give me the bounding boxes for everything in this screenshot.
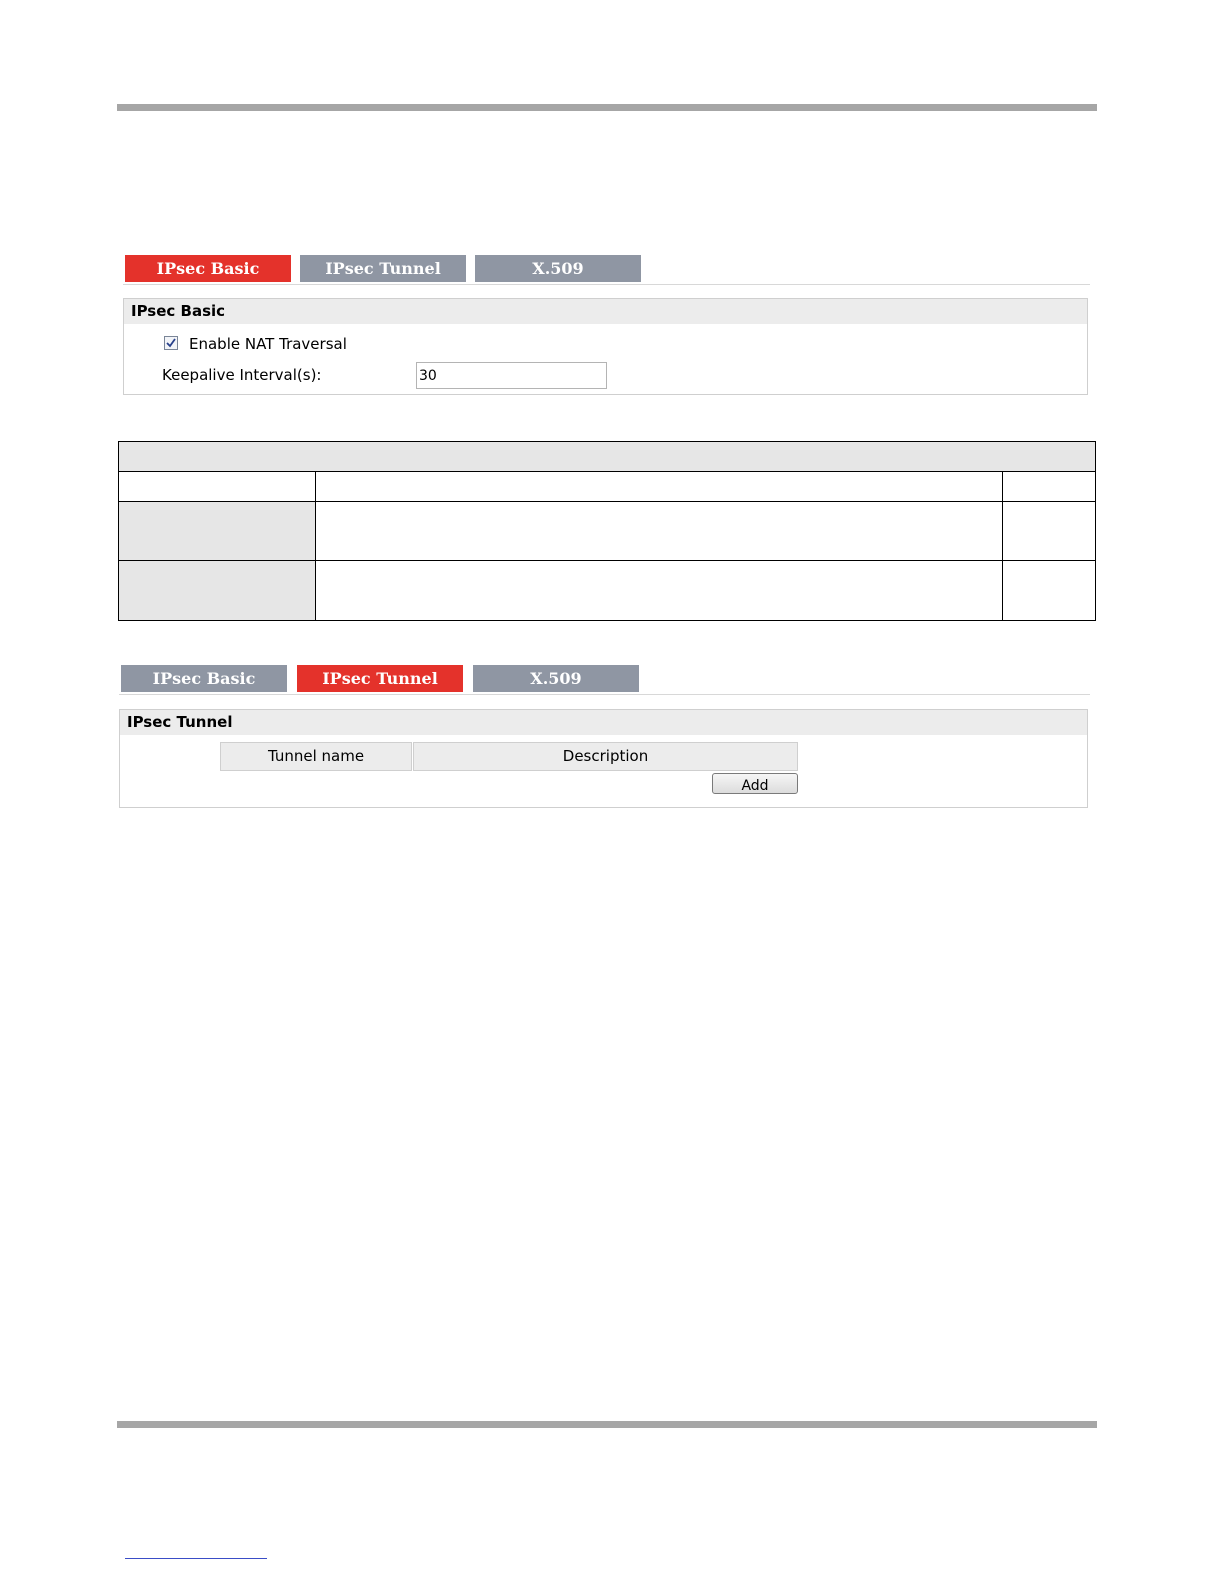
table-header-cell [1003, 472, 1095, 501]
tab-x509[interactable]: X.509 [475, 255, 641, 282]
nat-traversal-checkbox[interactable] [164, 336, 178, 350]
tab-underline [123, 284, 1090, 285]
tab-bar-tunnel [121, 665, 641, 692]
page-footer-rule [117, 1421, 1097, 1428]
description-column-header: Description [413, 742, 798, 771]
table-cell [119, 561, 316, 620]
table-cell [316, 561, 1003, 620]
tab-ipsec-tunnel[interactable]: IPsec Tunnel [297, 665, 463, 692]
table-cell [119, 502, 316, 560]
footer-link-underline[interactable] [125, 1558, 267, 1559]
table-row [119, 502, 1095, 561]
keepalive-input[interactable]: 30 [416, 362, 607, 389]
nat-traversal-label: Enable NAT Traversal [189, 335, 347, 353]
table-cell [1003, 561, 1095, 620]
parameter-table [118, 441, 1096, 621]
table-header-cell [119, 472, 316, 501]
panel-title: IPsec Basic [124, 299, 1087, 324]
table-header-row [119, 472, 1095, 502]
tab-underline [119, 694, 1090, 695]
table-title-row [119, 442, 1095, 472]
tab-bar-basic [125, 255, 645, 282]
keepalive-label: Keepalive Interval(s): [162, 366, 322, 384]
tab-ipsec-tunnel[interactable]: IPsec Tunnel [300, 255, 466, 282]
table-cell [1003, 502, 1095, 560]
tab-ipsec-basic[interactable]: IPsec Basic [125, 255, 291, 282]
panel-title: IPsec Tunnel [120, 710, 1087, 735]
tab-ipsec-basic[interactable]: IPsec Basic [121, 665, 287, 692]
check-icon [166, 338, 176, 348]
table-header-cell [316, 472, 1003, 501]
ipsec-tunnel-panel [119, 709, 1088, 808]
tab-x509[interactable]: X.509 [473, 665, 639, 692]
table-row [119, 561, 1095, 620]
add-button[interactable]: Add [712, 773, 798, 794]
tunnel-name-column-header: Tunnel name [220, 742, 412, 771]
page-header-rule [117, 104, 1097, 111]
table-cell [316, 502, 1003, 560]
ipsec-basic-panel [123, 298, 1088, 395]
